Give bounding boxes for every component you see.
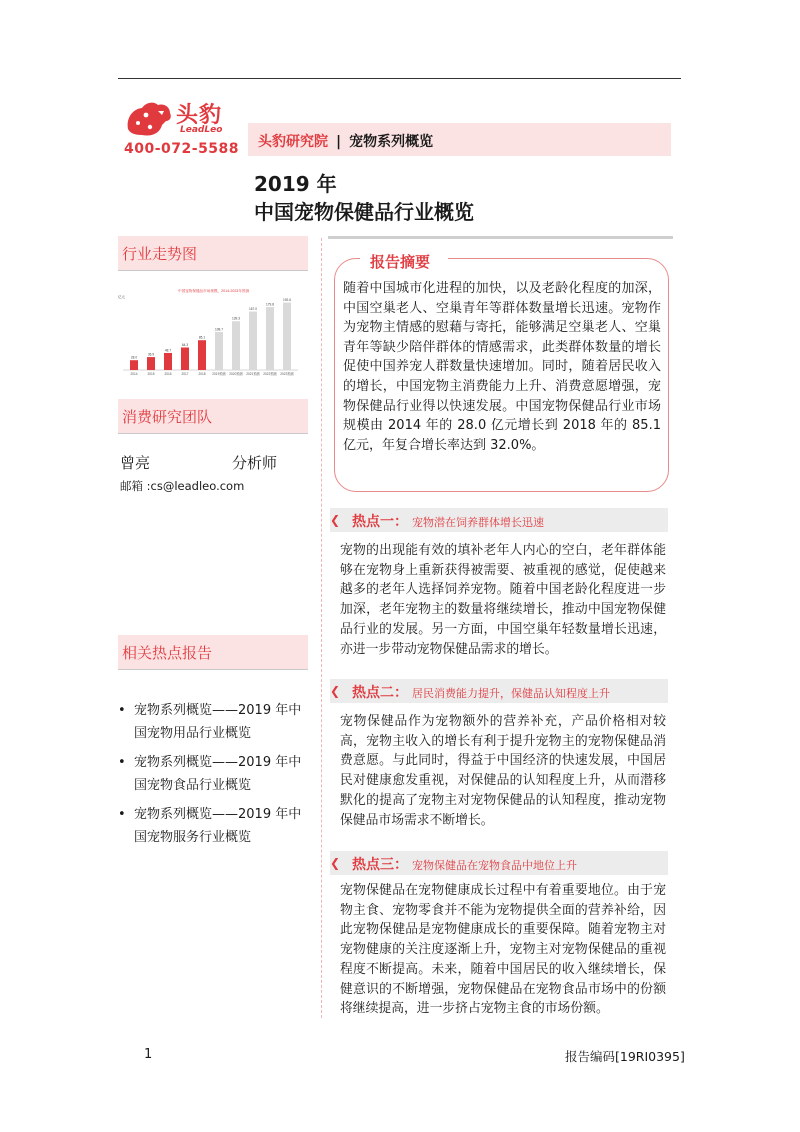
hotspot-subtitle: 居民消费能力提升，保健品认知程度上升 xyxy=(412,687,610,700)
header-org: 头豹研究院 xyxy=(258,134,328,150)
chart-bar xyxy=(232,321,240,370)
summary-text: 随着中国城市化进程的加快，以及老龄化程度的加深，中国空巢老人、空巢青年等群体数量增长迅速。宠物作为宠物主情感的慰藉与寄托，能够满足空巢老人、空巢青年等缺少陪伴群体的情感需求，此类群体数量的增长促使中国养宠人群数量快速增加。同时，随着居民收入的增长，中国宠物主消费能力上升、消费意愿增强，宠物保健品行业得以快速发展。中国宠物保健品行业市场规模由 2014 年的 28.0 亿元增长到 2018 年的 85.1 亿元，年复合增长率达到 32.0%。 xyxy=(343,281,661,453)
team-heading-rule xyxy=(118,433,308,434)
bullet: • xyxy=(118,755,126,770)
analyst-email: 邮箱 :cs@leadleo.com xyxy=(120,479,245,493)
related-report-title: 宠物系列概览——2019 年中国宠物用品行业概览 xyxy=(134,703,302,741)
chart-ylabel: 亿元 xyxy=(118,295,126,299)
header-title xyxy=(258,131,433,151)
column-divider xyxy=(321,238,322,1018)
section-strip xyxy=(328,236,673,239)
related-report-link[interactable] xyxy=(118,751,318,797)
chart-value-label: 48.7 xyxy=(164,348,172,353)
chart-bar xyxy=(130,360,138,370)
trend-heading: 行业走势图 xyxy=(122,245,198,263)
analyst-role: 分析师 xyxy=(232,454,278,472)
chart-tick-label: 2014 xyxy=(130,372,138,376)
brand-name-cn: 头豹 xyxy=(176,103,223,128)
related-report-title: 宠物系列概览——2019 年中国宠物食品行业概览 xyxy=(134,755,302,793)
chevron-left-icon: ❮ xyxy=(330,856,341,870)
team-heading: 消费研究团队 xyxy=(122,408,213,426)
chart-value-label: 139.3 xyxy=(232,316,240,321)
chart-bar xyxy=(198,340,206,370)
chart-value-label: 192.6 xyxy=(283,298,291,303)
summary-title: 报告摘要 xyxy=(370,253,431,271)
hotspot-heading xyxy=(330,679,668,703)
chart-value-label: 179.8 xyxy=(266,302,274,307)
brand-name-en: LeadLeo xyxy=(180,125,223,135)
chart-tick-label: 2023预测 xyxy=(280,372,294,376)
hotspot-label: 热点三： xyxy=(352,857,408,873)
hotspot-text: 宠物保健品作为宠物额外的营养补充，产品价格相对较高，宠物主收入的增长有利于提升宠物主的宠物保健品消费意愿。与此同时，得益于中国经济的快速发展，中国居民对健康愈发重视，对保健品的认知程度上升，从而潜移默化的提高了宠物主对宠物保健品的认知程度，推动宠物保健品市场需求不断增长。 xyxy=(340,714,666,828)
chart-value-label: 85.1 xyxy=(198,335,206,340)
chart-bar xyxy=(147,357,155,370)
chart-bar xyxy=(215,332,223,370)
chart-tick-label: 2018 xyxy=(198,372,206,376)
hotspot-text: 宠物保健品在宠物健康成长过程中有着重要地位。由于宠物主食、宠物零食并不能为宠物提供全面的营养补给，因此宠物保健品是宠物健康成长的重要保障。随着宠物主对宠物健康的关注度逐渐上升，宠物主对宠物保健品的重视程度不断提高。未来，随着中国居民的收入继续增长，保健意识的不断增强，宠物保健品在宠物食品市场中的份额将继续提高，进一步挤占宠物主食的市场份额。 xyxy=(340,883,666,1017)
chart-bar xyxy=(283,303,291,370)
chart-bar xyxy=(249,312,257,370)
team-heading-band xyxy=(118,399,308,433)
hotspot-subtitle: 宠物潜在饲养群体增长迅速 xyxy=(412,516,544,529)
bullet: • xyxy=(118,703,126,718)
hotspot-label: 热点二： xyxy=(352,685,408,701)
related-report-link[interactable] xyxy=(118,699,318,745)
page-number: 1 xyxy=(144,1047,153,1062)
chart-value-label: 167.0 xyxy=(249,307,257,312)
hotspot-heading xyxy=(330,851,668,875)
hotspot-subtitle: 宠物保健品在宠物食品中地位上升 xyxy=(412,859,577,872)
chart-tick-label: 2016 xyxy=(164,372,172,376)
chart-tick-label: 2020预测 xyxy=(229,372,243,376)
chart-value-label: 28.0 xyxy=(130,355,138,360)
chevron-left-icon: ❮ xyxy=(330,684,341,698)
chart-tick-label: 2017 xyxy=(181,372,189,376)
trend-heading-band xyxy=(118,236,308,270)
related-heading-rule xyxy=(118,669,308,670)
hotspot-text: 宠物的出现能有效的填补老年人内心的空白，老年群体能够在宠物身上重新获得被需要、被重视的感觉，促使越来越多的老年人选择饲养宠物。随着中国老龄化程度进一步加深，老年宠物主的数量将继续增长，推动中国宠物保健品行业的发展。另一方面，中国空巢年轻数量增长迅速，亦进一步带动宠物保健品需求的增长。 xyxy=(340,543,666,657)
related-report-link[interactable] xyxy=(118,803,318,849)
page-title: 中国宠物保健品行业概览 xyxy=(254,200,474,224)
bullet: • xyxy=(118,807,126,822)
chart-title: 中国宠物保健品市场规模，2014-2023年预测 xyxy=(178,289,250,293)
title-year: 2019 年 xyxy=(254,172,337,196)
header-separator: | xyxy=(336,134,342,150)
related-heading-band xyxy=(118,635,308,669)
hotspot-heading xyxy=(330,508,668,532)
chart-bar xyxy=(164,353,172,370)
chart-tick-label: 2021预测 xyxy=(246,372,260,376)
hotspot-label: 热点一： xyxy=(352,514,408,530)
trend-chart xyxy=(118,286,308,382)
chart-value-label: 64.3 xyxy=(181,342,189,347)
chart-tick-label: 2022预测 xyxy=(263,372,277,376)
chart-tick-label: 2019预测 xyxy=(212,372,226,376)
chart-bar xyxy=(266,307,274,370)
related-heading: 相关热点报告 xyxy=(122,644,213,662)
top-rule xyxy=(118,78,681,79)
leopard-logo-icon xyxy=(124,99,174,139)
chart-value-label: 108.7 xyxy=(215,327,223,332)
header-series: 宠物系列概览 xyxy=(349,134,434,150)
chevron-left-icon: ❮ xyxy=(330,513,341,527)
phone-number: 400-072-5588 xyxy=(124,141,240,157)
chart-value-label: 36.9 xyxy=(147,352,155,357)
report-code: 报告编码[19RI0395] xyxy=(565,1049,685,1064)
chart-bar xyxy=(181,347,189,370)
related-report-title: 宠物系列概览——2019 年中国宠物服务行业概览 xyxy=(134,807,302,845)
chart-tick-label: 2015 xyxy=(147,372,155,376)
analyst-name: 曾亮 xyxy=(120,454,151,472)
trend-heading-rule xyxy=(118,270,308,271)
